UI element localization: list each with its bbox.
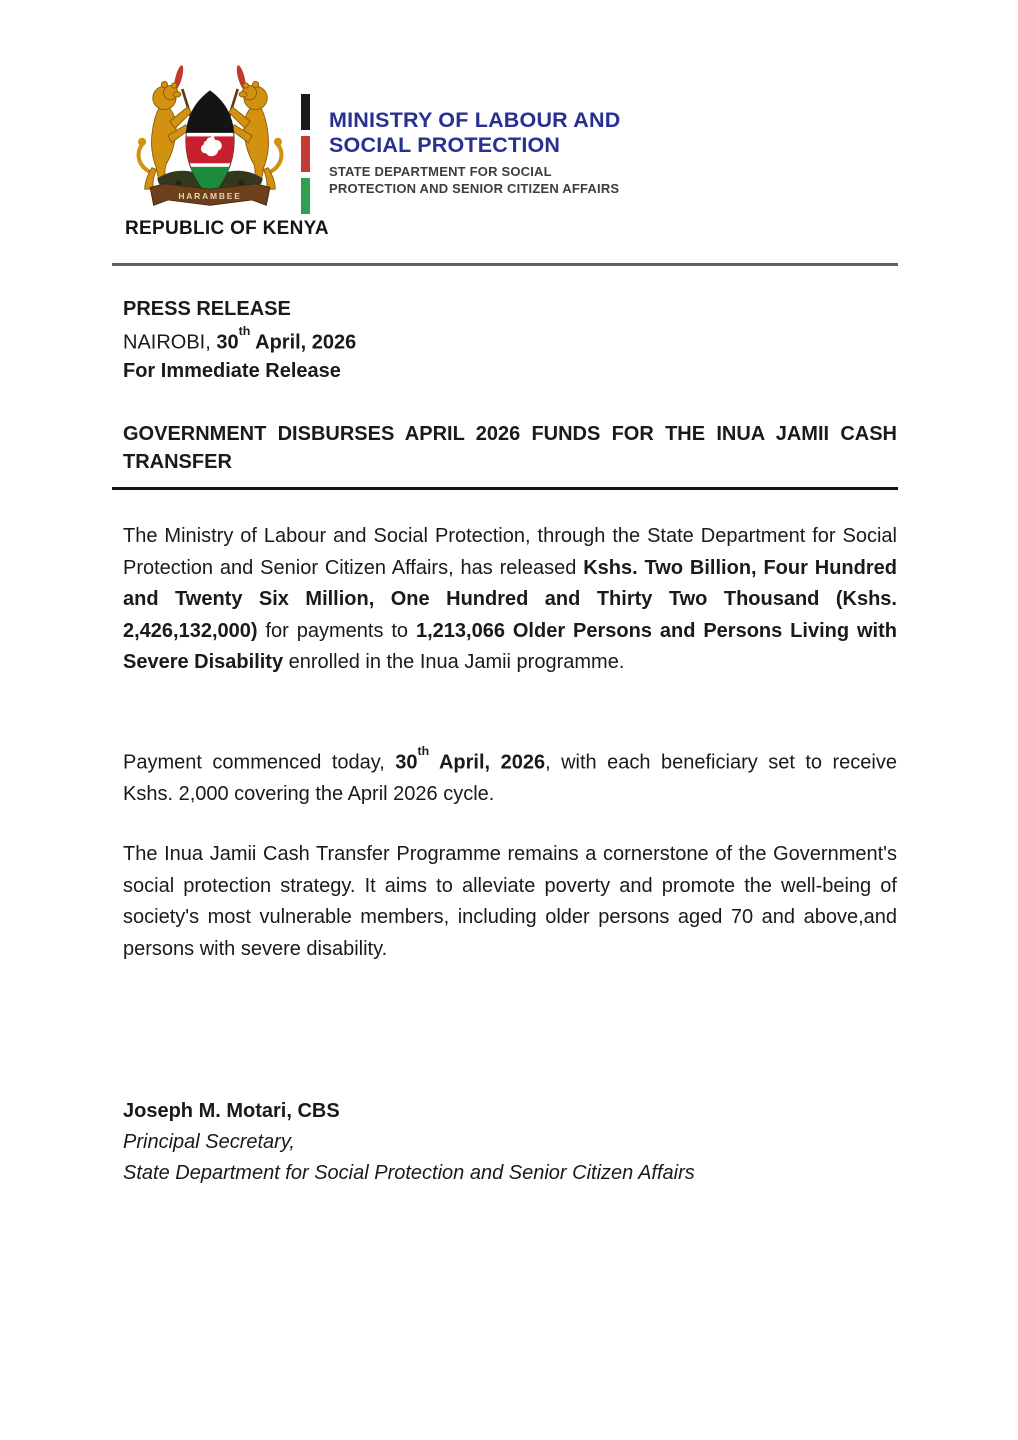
kenya-coat-of-arms-icon: [125, 64, 295, 216]
department-name-line1: STATE DEPARTMENT FOR SOCIAL: [329, 164, 552, 179]
signature-block: [123, 1096, 695, 1189]
signatory-department: State Department for Social Protection and Senior Citizen Affairs: [123, 1162, 695, 1184]
signatory-name: Joseph M. Motari, CBS: [123, 1100, 340, 1122]
ministry-name-line2: SOCIAL PROTECTION: [329, 133, 561, 157]
signatory-title: Principal Secretary,: [123, 1131, 295, 1153]
coat-of-arms-block: [125, 64, 329, 240]
republic-of-kenya-label: REPUBLIC OF KENYA: [125, 218, 329, 239]
p2-text: Payment commenced today,: [123, 751, 396, 774]
flag-color-bar: [301, 94, 310, 220]
harambee-banner-text: HARAMBEE: [178, 191, 242, 202]
flag-bar-black-segment: [301, 94, 310, 130]
flag-bar-green-segment: [301, 178, 310, 214]
paragraph-3: The Inua Jamii Cash Transfer Programme remains a cornerstone of the Government's social protection strategy. It aims to alleviate poverty and promote the well-being of society's most vulnerable members, including older persons aged 70 and above,and persons with severe disability.: [123, 843, 897, 960]
dateline-rest: April, 2026: [250, 331, 357, 354]
ministry-name-line1: MINISTRY OF LABOUR AND: [329, 108, 621, 132]
immediate-release-label: For Immediate Release: [123, 359, 341, 382]
department-name-line2: PROTECTION AND SENIOR CITIZEN AFFAIRS: [329, 180, 620, 196]
headline: GOVERNMENT DISBURSES APRIL 2026 FUNDS FOR THE INUA JAMII CASH TRANSFER: [123, 423, 897, 473]
p1-amount-bold: Kshs. Two Billion, Four Hundred and Twenty Six Million, One Hundred and Thirty Two Thousand (Kshs. 2,426,132,000): [123, 556, 897, 642]
p1-beneficiaries-bold: 1,213,066 Older Persons and Persons Living with Severe Disability: [123, 619, 897, 673]
p2-date-bold: 30: [395, 751, 418, 774]
paragraph-1: [123, 521, 897, 679]
press-release-meta: [123, 295, 356, 385]
ministry-name-block: [329, 108, 620, 197]
flag-bar-red-segment: [301, 136, 310, 172]
p2-text: , with each beneficiary set to receive Kshs. 2,000 covering the April 2026 cycle.: [123, 751, 897, 806]
dateline-day: 30: [216, 331, 239, 354]
p1-text: The Ministry of Labour and Social Protection, through the State Department for Social Protection and Senior Citizen Affairs, has released: [123, 525, 897, 579]
letterhead: [125, 64, 620, 240]
dateline-city: NAIROBI,: [123, 331, 217, 354]
dateline: [123, 323, 356, 357]
header-divider-rule: [112, 263, 898, 266]
p1-text: enrolled in the Inua Jamii programme.: [283, 651, 625, 673]
paragraph-2: [123, 742, 897, 811]
p2-date-ordinal: th: [417, 744, 430, 759]
headline-divider-rule: [112, 487, 898, 490]
p2-date-bold: April, 2026: [429, 751, 546, 774]
dateline-ordinal: th: [238, 324, 251, 339]
p1-text: for payments to: [257, 619, 416, 642]
press-release-label: PRESS RELEASE: [123, 298, 291, 320]
